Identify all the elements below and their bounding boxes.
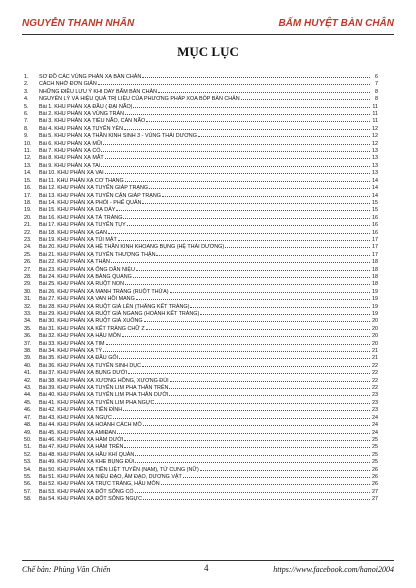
- toc-entry[interactable]: [24, 87, 378, 94]
- toc-entry[interactable]: [24, 139, 378, 146]
- toc-entry[interactable]: [24, 487, 378, 494]
- toc-entry-number: 10.: [24, 140, 32, 147]
- toc-entry-title: Bài 25. KHU PHẢN XẠ RUỘT NON: [39, 281, 124, 288]
- toc-entry-number: 34.: [24, 318, 32, 325]
- toc-entry-page: 13: [372, 148, 378, 155]
- toc-entry-title: Bài 28. KHU PHẢN XẠ RUỘT GIÀ LÊN (THĂNG KẾT TRÀNG): [39, 303, 190, 310]
- toc-entry-number: 20.: [24, 214, 32, 221]
- toc-dot-leader: [117, 428, 370, 434]
- toc-dot-leader: [143, 420, 370, 426]
- toc-entry[interactable]: [24, 183, 378, 190]
- footer-page-number: 4: [204, 563, 209, 573]
- toc-entry-number: 2.: [24, 81, 29, 88]
- toc-entry-page: 11: [372, 111, 378, 118]
- toc-dot-leader: [170, 376, 370, 382]
- toc-entry-title: Bài 18. KHU PHẢN XẠ GAN: [39, 229, 108, 236]
- toc-dot-leader: [135, 487, 370, 493]
- toc-entry-page: 25: [372, 436, 378, 443]
- toc-entry[interactable]: [24, 294, 378, 301]
- toc-entry-number: 9.: [24, 133, 29, 140]
- toc-entry-title: Bài 11. KHU PHẢN XẠ CƠ THANG: [39, 177, 124, 184]
- toc-entry-title: Bài 44. KHU PHẢN XẠ HOÀNH CÁCH MÔ: [39, 422, 142, 429]
- toc-dot-leader: [169, 383, 370, 389]
- toc-entry-title: Bài 22. KHU PHẢN XẠ THẬN: [39, 259, 110, 266]
- toc-dot-leader: [135, 457, 370, 463]
- toc-entry-title: Bài 48. KHU PHẢN XẠ HẦU KHÍ QUẢN: [39, 451, 135, 458]
- toc-entry[interactable]: [24, 353, 378, 360]
- toc-entry-number: 55.: [24, 473, 32, 480]
- toc-entry[interactable]: [24, 242, 378, 249]
- toc-dot-leader: [106, 339, 370, 345]
- toc-entry-page: 26: [372, 481, 378, 488]
- toc-entry-title: Bài 35. KHU PHẢN XẠ ĐẦU GỐI: [39, 355, 119, 362]
- toc-entry[interactable]: [24, 413, 378, 420]
- toc-dot-leader: [136, 265, 370, 271]
- toc-entry-title: Bài 3. KHU PHẢN XẠ TIỂU NÃO, CÁN NÃO: [39, 118, 146, 125]
- toc-entry[interactable]: [24, 465, 378, 472]
- toc-entry-number: 17.: [24, 192, 32, 199]
- toc-entry-number: 57.: [24, 488, 32, 495]
- toc-dot-leader: [125, 176, 370, 182]
- toc-entry-title: Bài 26. KHU PHẢN XẠ MANH TRÀNG (RUỘT THỪA): [39, 288, 169, 295]
- toc-entry-page: 11: [372, 118, 378, 125]
- toc-entry-page: 18: [372, 266, 378, 273]
- toc-entry-number: 22.: [24, 229, 32, 236]
- toc-entry[interactable]: [24, 250, 378, 257]
- toc-entry-page: 12: [372, 140, 378, 147]
- toc-entry-page: 15: [372, 199, 378, 206]
- toc-entry[interactable]: [24, 368, 378, 375]
- toc-entry-number: 46.: [24, 407, 32, 414]
- toc-entry-title: Bài 1. KHU PHẢN XẠ ĐẦU ( ĐẠI NÃO): [39, 103, 133, 110]
- toc-entry-page: 13: [372, 170, 378, 177]
- toc-entry-number: 15.: [24, 177, 32, 184]
- toc-entry-title: Bài 14. KHU PHẢN XẠ PHỔI - PHẾ QUẢN: [39, 199, 142, 206]
- toc-dot-leader: [155, 398, 370, 404]
- toc-entry-page: 13: [372, 162, 378, 169]
- toc-entry[interactable]: [24, 420, 378, 427]
- toc-entry-title: Bài 42. KHU PHẢN XẠ TIỀN ĐÌNH: [39, 407, 123, 414]
- toc-entry-number: 19.: [24, 207, 32, 214]
- toc-entry-number: 26.: [24, 259, 32, 266]
- toc-entry-title: Bài 13. KHU PHẢN XẠ TUYẾN CẬN GIÁP TRẠNG: [39, 192, 161, 199]
- toc-entry-page: 16: [372, 229, 378, 236]
- toc-entry-number: 1.: [24, 74, 29, 80]
- toc-entry-page: 8: [375, 96, 378, 103]
- toc-entry-page: 18: [372, 259, 378, 266]
- toc-entry-number: 14.: [24, 170, 32, 177]
- toc-entry-number: 16.: [24, 185, 32, 192]
- toc-entry-number: 42.: [24, 377, 32, 384]
- toc-entry[interactable]: [24, 161, 378, 168]
- toc-dot-leader: [170, 287, 370, 293]
- toc-dot-leader: [142, 72, 370, 78]
- toc-entry-title: Bài 41. KHU PHẢN XẠ TUYẾN LIM PHA NGỰC: [39, 399, 155, 406]
- toc-entry-page: 22: [372, 385, 378, 392]
- toc-dot-leader: [146, 324, 370, 330]
- toc-dot-leader: [101, 146, 370, 152]
- toc-entry[interactable]: [24, 72, 378, 79]
- toc-dot-leader: [162, 191, 370, 197]
- toc-dot-leader: [200, 309, 370, 315]
- toc-entry-page: 20: [372, 318, 378, 325]
- toc-entry-page: 23: [372, 392, 378, 399]
- toc-entry-number: 49.: [24, 429, 32, 436]
- toc-entry-page: 17: [372, 251, 378, 258]
- toc-entry-page: 18: [372, 281, 378, 288]
- toc-entry-title: Bài 5. KHU PHẢN XẠ THẦN KINH SINH 3 - VÙNG THÁI DƯƠNG: [39, 133, 197, 140]
- toc-entry[interactable]: [24, 390, 378, 397]
- toc-dot-leader: [98, 79, 370, 85]
- toc-entry[interactable]: [24, 494, 378, 501]
- toc-entry-number: 28.: [24, 273, 32, 280]
- toc-entry-number: 30.: [24, 288, 32, 295]
- toc-entry-page: 6: [375, 74, 378, 80]
- toc-entry-title: Bài 46. KHU PHẢN XẠ HÀM DƯỚI: [39, 436, 124, 443]
- toc-entry[interactable]: [24, 450, 378, 457]
- toc-dot-leader: [123, 213, 370, 219]
- toc-entry-title: Bài 19. KHU PHẢN XẠ TÚI MẬT: [39, 236, 117, 243]
- toc-entry-page: 25: [372, 444, 378, 451]
- toc-entry-page: 22: [372, 377, 378, 384]
- toc-entry-title: Bài 27. KHU PHẢN XẠ VAN HỒI MANG: [39, 296, 135, 303]
- toc-entry-title: Bài 38. KHU PHẢN XẠ XƯƠNG HỒNG, XƯƠNG ĐÙI: [39, 377, 169, 384]
- toc-entry-page: 14: [372, 192, 378, 199]
- toc-entry-page: 19: [372, 296, 378, 303]
- toc-dot-leader: [113, 413, 370, 419]
- toc-entry[interactable]: [24, 257, 378, 264]
- toc-entry-title: Bài 7. KHU PHẢN XẠ CỔ: [39, 148, 101, 155]
- toc-entry[interactable]: [24, 235, 378, 242]
- toc-dot-leader: [108, 228, 370, 234]
- toc-entry-number: 37.: [24, 340, 32, 347]
- toc-dot-leader: [158, 87, 370, 93]
- toc-entry[interactable]: [24, 339, 378, 346]
- toc-entry-page: 17: [372, 236, 378, 243]
- toc-entry-page: 25: [372, 451, 378, 458]
- toc-entry-number: 23.: [24, 236, 32, 243]
- toc-entry[interactable]: [24, 228, 378, 235]
- toc-entry-page: 16: [372, 214, 378, 221]
- toc-dot-leader: [118, 235, 370, 241]
- toc-entry-title: Bài 52. KHU PHẢN XẠ TRỰC TRÀNG, HẬU MÔN: [39, 481, 160, 488]
- toc-dot-leader: [125, 279, 370, 285]
- toc-entry[interactable]: [24, 168, 378, 175]
- toc-entry-title: Bài 39. KHU PHẢN XẠ TUYẾN LIM PHA THÂN TRÊN: [39, 385, 169, 392]
- toc-entry-title: Bài 29. KHU PHẢN XẠ RUỘT GIÀ NGANG (HOÀNH KẾT TRÀNG): [39, 311, 200, 317]
- toc-entry-title: NGUYÊN LÝ VÀ HIỆU QUẢ TRỊ LIỆU CỦA PHƯƠNG PHÁP XOA BÓP BÀN CHÂN: [39, 96, 240, 103]
- footer-credit: Chế bản: Phùng Văn Chiến: [22, 565, 111, 574]
- toc-entry-number: 29.: [24, 281, 32, 288]
- toc-entry-page: 23: [372, 407, 378, 414]
- toc-entry-number: 41.: [24, 370, 32, 377]
- toc-entry-number: 21.: [24, 222, 32, 229]
- toc-entry[interactable]: [24, 131, 378, 138]
- toc-entry-page: 22: [372, 370, 378, 377]
- toc-entry[interactable]: [24, 376, 378, 383]
- toc-entry[interactable]: [24, 331, 378, 338]
- toc-entry-title: Bài 37. KHU PHẢN XẠ BỤNG DƯỚI: [39, 370, 128, 377]
- toc-entry-page: 15: [372, 207, 378, 214]
- toc-entry-number: 6.: [24, 111, 29, 118]
- toc-entry-title: Bài 15. KHU PHẢN XẠ DẠ DÀY: [39, 207, 116, 214]
- toc-entry-page: 19: [372, 288, 378, 295]
- toc-entry-page: 19: [372, 303, 378, 310]
- toc-entry[interactable]: [24, 146, 378, 153]
- toc-entry[interactable]: [24, 124, 378, 131]
- toc-entry-number: 52.: [24, 451, 32, 458]
- toc-entry-page: 14: [372, 185, 378, 192]
- toc-entry-number: 47.: [24, 414, 32, 421]
- toc-entry-number: 4.: [24, 96, 29, 103]
- toc-dot-leader: [125, 109, 370, 115]
- toc-entry[interactable]: [24, 220, 378, 227]
- toc-entry-number: 58.: [24, 496, 32, 503]
- toc-entry-page: 16: [372, 222, 378, 229]
- toc-entry-number: 12.: [24, 155, 32, 162]
- footer-link[interactable]: https://www.facebook.com/hanoi2004: [273, 565, 394, 574]
- toc-entry-number: 38.: [24, 348, 32, 355]
- toc-entry[interactable]: [24, 94, 378, 101]
- toc-entry-title: Bài 33. KHU PHẢN XẠ TIM: [39, 340, 105, 347]
- toc-entry-title: Bài 49. KHU PHẢN XẠ KHE BỤNG ĐÙI: [39, 459, 135, 466]
- page-title: MỤC LỤC: [177, 44, 239, 59]
- toc-entry[interactable]: [24, 205, 378, 212]
- toc-entry[interactable]: [24, 176, 378, 183]
- toc-entry-number: 53.: [24, 459, 32, 466]
- toc-entry-title: Bài 40. KHU PHẢN XẠ TUYẾN LIM PHA THÂN DƯỚI: [39, 392, 169, 399]
- toc-entry-page: 24: [372, 422, 378, 429]
- toc-entry[interactable]: [24, 191, 378, 198]
- toc-dot-leader: [123, 405, 370, 411]
- toc-entry-number: 18.: [24, 199, 32, 206]
- toc-entry-page: 21: [372, 355, 378, 362]
- toc-dot-leader: [127, 220, 370, 226]
- toc-entry-number: 27.: [24, 266, 32, 273]
- toc-entry[interactable]: [24, 324, 378, 331]
- toc-entry-number: 43.: [24, 385, 32, 392]
- toc-entry-number: 56.: [24, 481, 32, 488]
- toc-dot-leader: [156, 250, 370, 256]
- page-header: [22, 18, 394, 35]
- toc-entry[interactable]: [24, 479, 378, 486]
- toc-dot-leader: [105, 168, 370, 174]
- toc-dot-leader: [124, 435, 370, 441]
- toc-entry-page: 25: [372, 459, 378, 466]
- toc-dot-leader: [200, 465, 370, 471]
- toc-entry[interactable]: [24, 79, 378, 86]
- toc-entry-title: Bài 43. KHU PHẢN XẠ NGỰC: [39, 414, 112, 421]
- toc-entry[interactable]: [24, 309, 378, 316]
- toc-entry[interactable]: [24, 198, 378, 205]
- toc-entry[interactable]: [24, 398, 378, 405]
- toc-entry[interactable]: [24, 405, 378, 412]
- toc-dot-leader: [169, 390, 370, 396]
- toc-entry-page: 20: [372, 340, 378, 347]
- toc-entry[interactable]: [24, 383, 378, 390]
- toc-entry-number: 24.: [24, 244, 32, 251]
- toc-entry-title: Bài 23. KHU PHẢN XẠ ỐNG DẪN NIỆU: [39, 266, 135, 273]
- toc-dot-leader: [116, 205, 370, 211]
- toc-dot-leader: [119, 353, 370, 359]
- toc-dot-leader: [133, 272, 370, 278]
- toc-entry-title: Bài 24. KHU PHẢN XẠ BÀNG QUANG: [39, 273, 132, 280]
- toc-entry-number: 50.: [24, 436, 32, 443]
- toc-entry-page: 12: [372, 125, 378, 132]
- toc-entry-title: Bài 31. KHU PHẢN XẠ KẾT TRÀNG CHỮ Z: [39, 325, 145, 332]
- toc-entry[interactable]: [24, 213, 378, 220]
- toc-dot-leader: [124, 442, 370, 448]
- toc-entry[interactable]: [24, 316, 378, 323]
- toc-entry-page: 22: [372, 362, 378, 369]
- toc-entry[interactable]: [24, 109, 378, 116]
- toc-entry-title: Bài 20. KHU PHẢN XẠ HỆ THẦN KINH KHOANG BỤNG (HỆ THÁI DƯƠNG): [39, 244, 225, 251]
- toc-dot-leader: [183, 472, 370, 478]
- toc-entry[interactable]: [24, 428, 378, 435]
- toc-entry-title: Bài 34. KHU PHẢN XẠ TỲ: [39, 348, 103, 355]
- toc-entry-title: Bài 32. KHU PHẢN XẠ HẬU MÔN: [39, 333, 121, 340]
- toc-entry-page: 12: [372, 133, 378, 140]
- toc-dot-leader: [103, 139, 370, 145]
- toc-entry-page: 23: [372, 399, 378, 406]
- toc-entry[interactable]: [24, 457, 378, 464]
- toc-dot-leader: [161, 479, 370, 485]
- toc-entry-title: NHỮNG ĐIỀU LƯU Ý KHI DAY BẤM BÀN CHÂN: [39, 88, 158, 95]
- toc-entry[interactable]: [24, 272, 378, 279]
- toc-entry-page: 21: [372, 348, 378, 355]
- page-footer: [22, 560, 394, 575]
- toc-entry-number: 25.: [24, 251, 32, 258]
- toc-entry[interactable]: [24, 346, 378, 353]
- toc-entry-number: 33.: [24, 311, 32, 317]
- toc-entry[interactable]: [24, 153, 378, 160]
- header-book-title: BẤM HUYỆT BÀN CHÂN: [278, 18, 394, 29]
- toc-entry-page: 11: [372, 103, 378, 110]
- toc-entry-title: Bài 9. KHU PHẢN XẠ TAI: [39, 162, 101, 169]
- toc-dot-leader: [122, 331, 370, 337]
- toc-entry-title: Bài 4. KHU PHẢN XẠ TUYẾN YÊN: [39, 125, 123, 132]
- toc-entry-title: Bài 36. KHU PHẢN XẠ TUYẾN SINH DỤC: [39, 362, 142, 369]
- toc-entry-title: Bài 50. KHU PHẢN XẠ TIỀN LIỆT TUYẾN (NAM), TỬ CUNG (NỮ): [39, 466, 199, 473]
- toc-dot-leader: [190, 302, 370, 308]
- toc-entry-page: 24: [372, 414, 378, 421]
- toc-dot-leader: [146, 116, 370, 122]
- toc-dot-leader: [198, 131, 370, 137]
- toc-entry-title: Bài 21. KHU PHẢN XẠ TUYẾN THƯỢNG THẬN: [39, 251, 156, 258]
- toc-dot-leader: [136, 294, 370, 300]
- toc-dot-leader: [101, 161, 370, 167]
- table-of-contents: [24, 72, 378, 502]
- toc-entry-page: 19: [372, 311, 378, 317]
- toc-entry-title: Bài 12. KHU PHẢN XẠ TUYẾN GIÁP TRẠNG: [39, 185, 149, 192]
- toc-entry-number: 7.: [24, 118, 29, 125]
- toc-entry-title: Bài 8. KHU PHẢN XẠ MẮT: [39, 155, 104, 162]
- toc-entry[interactable]: [24, 265, 378, 272]
- toc-dot-leader: [241, 94, 370, 100]
- toc-entry-number: 48.: [24, 422, 32, 429]
- toc-entry-page: 27: [372, 496, 378, 503]
- toc-dot-leader: [111, 257, 370, 263]
- toc-entry-title: Bài 6. KHU PHẢN XẠ MŨI: [39, 140, 103, 147]
- toc-entry-title: Bài 45. KHU PHẢN XẠ AMIĐAN: [39, 429, 116, 436]
- toc-entry-number: 3.: [24, 88, 29, 95]
- toc-dot-leader: [135, 450, 370, 456]
- toc-entry-page: 18: [372, 273, 378, 280]
- toc-entry-page: 17: [372, 244, 378, 251]
- toc-dot-leader: [225, 242, 370, 248]
- toc-entry-title: CÁCH NHỚ ĐƠN GIẢN: [39, 81, 97, 88]
- toc-entry-number: 40.: [24, 362, 32, 369]
- toc-entry-number: 13.: [24, 162, 32, 169]
- toc-entry-page: 14: [372, 177, 378, 184]
- toc-entry-number: 35.: [24, 325, 32, 332]
- toc-dot-leader: [144, 316, 370, 322]
- toc-entry-title: Bài 30. KHU PHẢN XẠ RUỘT GIÀ XUỐNG: [39, 318, 143, 325]
- toc-dot-leader: [105, 153, 370, 159]
- toc-entry-page: 20: [372, 325, 378, 332]
- toc-entry-number: 54.: [24, 466, 32, 473]
- toc-entry[interactable]: [24, 116, 378, 123]
- toc-entry-page: 7: [375, 81, 378, 88]
- toc-entry[interactable]: [24, 102, 378, 109]
- toc-entry-title: Bài 51. KHU PHẢN XẠ NIỆU ĐẠO, ÂM ĐẠO, DƯƠNG VẬT: [39, 473, 182, 480]
- toc-entry-title: Bài 10. KHU PHẢN XẠ VAI: [39, 170, 104, 177]
- toc-entry[interactable]: [24, 361, 378, 368]
- toc-dot-leader: [142, 198, 370, 204]
- toc-entry-title: Bài 47. KHU PHẢN XẠ HÀM TRÊN: [39, 444, 124, 451]
- toc-entry-page: 20: [372, 333, 378, 340]
- toc-dot-leader: [142, 361, 370, 367]
- toc-entry[interactable]: [24, 302, 378, 309]
- toc-dot-leader: [149, 183, 370, 189]
- toc-entry[interactable]: [24, 279, 378, 286]
- toc-entry-title: Bài 54. KHU PHẢN XẠ ĐỐT SỐNG NGỰC: [39, 496, 143, 503]
- toc-dot-leader: [103, 346, 370, 352]
- toc-dot-leader: [124, 124, 370, 130]
- toc-entry-page: 26: [372, 466, 378, 473]
- toc-entry-page: 26: [372, 473, 378, 480]
- toc-entry-number: 45.: [24, 399, 32, 406]
- toc-entry-number: 31.: [24, 296, 32, 303]
- toc-dot-leader: [143, 494, 370, 500]
- toc-entry[interactable]: [24, 472, 378, 479]
- toc-entry-number: 11.: [24, 148, 32, 155]
- toc-entry-number: 51.: [24, 444, 32, 451]
- toc-entry-number: 39.: [24, 355, 32, 362]
- toc-entry-number: 32.: [24, 303, 32, 310]
- toc-entry-page: 8: [375, 88, 378, 95]
- toc-entry-title: Bài 53. KHU PHẢN XẠ ĐỐT SỐNG CỔ: [39, 488, 134, 495]
- toc-entry-title: Bài 17. KHU PHẢN XẠ TUYẾN TỤY: [39, 222, 126, 229]
- toc-dot-leader: [128, 368, 370, 374]
- toc-entry-page: 27: [372, 488, 378, 495]
- toc-entry-title: SƠ ĐỒ CÁC VÙNG PHẢN XẠ BÀN CHÂN: [39, 74, 142, 80]
- toc-entry[interactable]: [24, 442, 378, 449]
- toc-entry[interactable]: [24, 435, 378, 442]
- toc-entry-page: 24: [372, 429, 378, 436]
- toc-entry-title: Bài 2. KHU PHẢN XẠ VÙNG TRÁN: [39, 111, 124, 118]
- header-author: NGUYỄN THANH NHÃN: [22, 18, 135, 29]
- toc-dot-leader: [133, 102, 370, 108]
- toc-entry-page: 13: [372, 155, 378, 162]
- toc-entry-title: Bài 16. KHU PHẢN XẠ TÁ TRÀNG: [39, 214, 123, 221]
- toc-entry-number: 44.: [24, 392, 32, 399]
- toc-entry-number: 5.: [24, 103, 29, 110]
- toc-entry[interactable]: [24, 287, 378, 294]
- toc-entry-number: 8.: [24, 125, 29, 132]
- toc-entry-number: 36.: [24, 333, 32, 340]
